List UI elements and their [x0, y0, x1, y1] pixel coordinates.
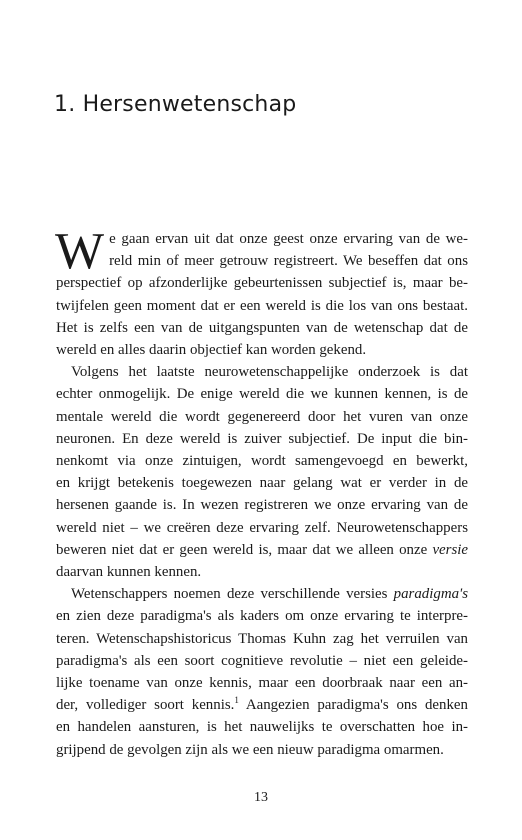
page-number: 13: [254, 790, 268, 805]
text-line: lijke toename van onze kennis, maar een doorbraak naar een an-: [56, 675, 468, 692]
body-text: [55, 223, 468, 761]
text-line: grijpend de gevolgen zijn als we een nieuw paradigma omarmen.: [56, 741, 444, 758]
text-line: nenkomt via onze zintuigen, wordt samengevoegd en bewerkt,: [56, 453, 468, 470]
drop-cap: W: [55, 223, 105, 280]
text-line: en zien deze paradigma's als kaders om onze ervaring te interpre-: [56, 608, 468, 625]
text-fragment: der, vollediger soort kennis.: [56, 697, 235, 714]
text-fragment: Wetenschappers noemen deze verschillende versies: [71, 586, 388, 603]
paragraph-2: [56, 361, 468, 583]
text-line: daarvan kunnen kennen.: [56, 564, 202, 581]
text-line: wereld niet – we creëren deze ervaring zelf. Neurowetenschappers: [56, 519, 468, 536]
text-line: wereld en alles daarin objectief kan worden gekend.: [56, 342, 367, 359]
text-line: echter onmogelijk. De enige wereld die we kunnen kennen, is de: [56, 386, 468, 403]
text-line: neuronen. En deze wereld is zuiver subjectief. De input die bin-: [56, 430, 468, 447]
text-line: mentale wereld die wordt gegenereerd door het vuren van onze: [56, 408, 468, 425]
text-fragment: beweren niet dat er geen wereld is, maar dat we alleen onze: [56, 541, 428, 558]
text-line: [56, 694, 468, 716]
text-line: e gaan ervan uit dat onze geest onze ervaring van de we-: [109, 231, 468, 247]
paragraph-1: [55, 223, 468, 361]
text-line: [56, 583, 468, 605]
text-line: reld min of meer getrouw registreert. We beseffen dat ons: [109, 253, 468, 270]
text-line: twijfelen geen moment dat er een wereld is die los van ons bestaat.: [56, 297, 468, 314]
italic-word: versie: [432, 541, 468, 558]
text-line: teren. Wetenschapshistoricus Thomas Kuhn zag het verruilen van: [56, 630, 468, 647]
footnote-marker: 1: [234, 695, 239, 706]
text-line: hersenen gaande is. In wezen registreren we onze ervaring van de: [56, 497, 468, 514]
text-line: en handelen aansturen, is het nauwelijks te overschatten hoe in-: [56, 719, 468, 736]
italic-word: paradigma's: [393, 586, 468, 603]
text-line: perspectief op afzonderlijke gebeurtenissen subjectief is, maar be-: [56, 275, 468, 292]
text-line: paradigma's als een soort cognitieve revolutie – niet een geleide-: [56, 652, 468, 669]
text-line: Volgens het laatste neurowetenschappelijke onderzoek is dat: [71, 364, 468, 381]
text-line: [56, 539, 468, 561]
text-line: Het is zelfs een van de uitgangspunten van de wetenschap dat de: [56, 319, 468, 336]
text-fragment: Aangezien paradigma's ons denken: [245, 697, 468, 714]
text-line: en krijgt betekenis toegewezen naar gelang wat er verder in de: [56, 475, 468, 492]
paragraph-3: [56, 583, 468, 761]
chapter-title: 1. Hersenwetenschap: [54, 92, 297, 117]
